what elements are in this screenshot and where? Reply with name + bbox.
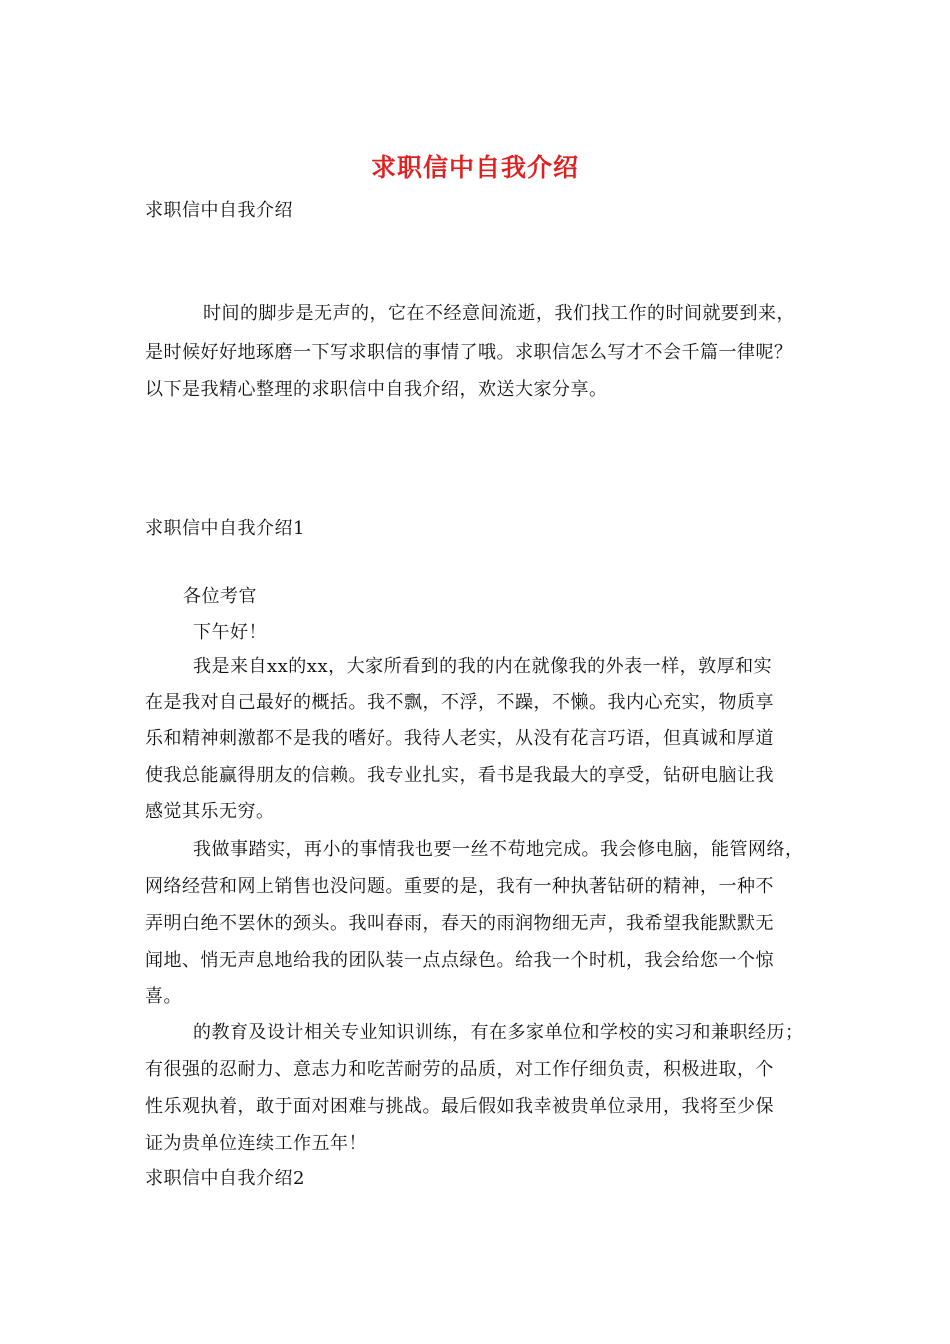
section-heading: 求职信中自我介绍2	[145, 1168, 305, 1189]
greeting: 各位考官	[183, 586, 257, 607]
section-heading: 求职信中自我介绍1	[145, 518, 305, 539]
paragraph-line: 弄明白绝不罢休的颈头。我叫春雨，春天的雨润物细无声，我希望我能默默无	[145, 913, 774, 934]
paragraph-line: 感觉其乐无穷。	[145, 801, 275, 822]
salutation: 下午好！	[193, 622, 267, 643]
paragraph-line: 的教育及设计相关专业知识训练，有在多家单位和学校的实习和兼职经历；	[193, 1022, 804, 1043]
paragraph-line: 网络经营和网上销售也没问题。重要的是，我有一种执著钻研的精神，一种不	[145, 876, 774, 897]
paragraph-line: 在是我对自己最好的概括。我不飘，不浮，不躁，不懒。我内心充实，物质享	[145, 692, 774, 713]
paragraph-line: 我做事踏实，再小的事情我也要一丝不苟地完成。我会修电脑，能管网络，	[193, 839, 804, 860]
paragraph-line: 我是来自xx的xx，大家所看到的我的内在就像我的外表一样，敦厚和实	[193, 656, 773, 677]
paragraph-line: 闻地、悄无声息地给我的团队装一点点绿色。给我一个时机，我会给您一个惊	[145, 950, 774, 971]
document-title: 求职信中自我介绍	[370, 153, 579, 182]
paragraph-line: 证为贵单位连续工作五年！	[145, 1133, 367, 1154]
paragraph-line: 喜。	[145, 986, 182, 1007]
intro-line: 是时候好好地琢磨一下写求职信的事情了哦。求职信怎么写才不会千篇一律呢？	[145, 342, 793, 363]
paragraph-line: 乐和精神刺激都不是我的嗜好。我待人老实，从没有花言巧语，但真诚和厚道	[145, 728, 774, 749]
paragraph-line: 有很强的忍耐力、意志力和吃苦耐劳的品质，对工作仔细负责，积极进取，个	[145, 1059, 774, 1080]
intro-line: 以下是我精心整理的求职信中自我介绍，欢送大家分享。	[145, 379, 608, 400]
paragraph-line: 使我总能赢得朋友的信赖。我专业扎实，看书是我最大的享受，钻研电脑让我	[145, 765, 774, 786]
intro-line: 时间的脚步是无声的，它在不经意间流逝，我们找工作的时间就要到来，	[203, 303, 795, 324]
subtitle: 求职信中自我介绍	[145, 200, 293, 221]
paragraph-line: 性乐观执着，敢于面对困难与挑战。最后假如我幸被贵单位录用，我将至少保	[145, 1096, 774, 1117]
